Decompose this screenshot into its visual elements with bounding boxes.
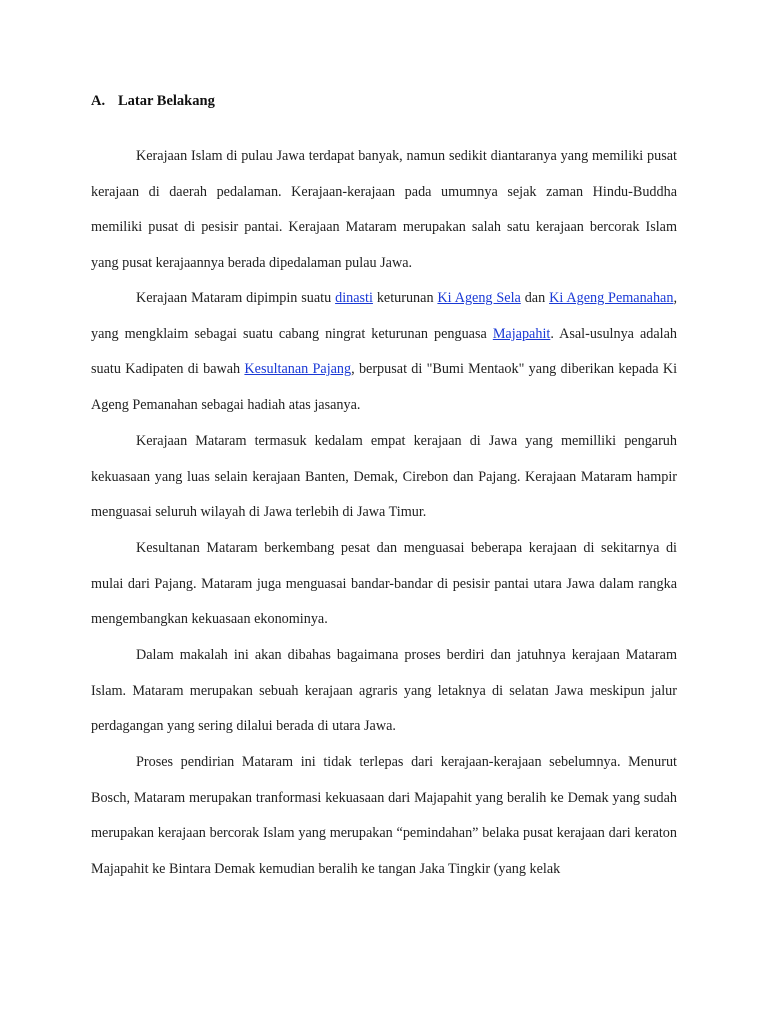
paragraph-2-text-4: , yang mengklaim sebagai suatu cabang ningrat keturunan penguasa [91, 290, 677, 342]
paragraph-2-text-1: Kerajaan Mataram dipimpin suatu [136, 290, 336, 306]
link-ki-ageng-sela[interactable]: Ki Ageng Sela [437, 290, 521, 306]
paragraph-2 [91, 281, 677, 424]
section-heading [91, 93, 215, 110]
paragraph-5: Dalam makalah ini akan dibahas bagaimana proses berdiri dan jatuhnya kerajaan Mataram Islam. Mataram merupakan sebuah kerajaan agraris yang letaknya di selatan Jawa meskipun jalur perdagangan yang sering dilalui berada di utara Jawa. [91, 647, 677, 735]
link-dinasti[interactable]: dinasti [335, 290, 373, 306]
link-kesultanan-pajang[interactable]: Kesultanan Pajang [244, 361, 352, 378]
paragraph-1: Kerajaan Islam di pulau Jawa terdapat banyak, namun sedikit diantaranya yang memiliki pusat kerajaan di daerah pedalaman. Kerajaan-kerajaan pada umumnya sejak zaman Hindu-Buddha memiliki pusat di pesisir pantai. Kerajaan Mataram merupakan salah satu kerajaan bercorak Islam yang pusat kerajaannya berada dipedalaman pulau Jawa. [91, 148, 677, 272]
paragraph-2-text-2: keturunan [372, 290, 438, 306]
section-title: Latar Belakang [118, 93, 215, 109]
paragraph-6: Proses pendirian Mataram ini tidak terlepas dari kerajaan-kerajaan sebelumnya. Menurut Bosch, Mataram merupakan tranformasi kekuasaan dari Majapahit yang beralih ke Demak yang sudah merupakan kerajaan bercorak Islam yang merupakan “pemindahan” belaka pusat kerajaan dari keraton Majapahit ke Bintara Demak kemudian beralih ke tangan Jaka Tingkir (yang kelak [91, 754, 677, 878]
link-majapahit[interactable]: Majapahit [492, 325, 551, 342]
section-number: A. [91, 93, 106, 109]
paragraph-2-text-5: . Asal-usulnya adalah suatu Kadipaten di bawah [91, 325, 677, 378]
link-ki-ageng-pemanahan[interactable]: Ki Ageng Pemanahan [549, 290, 674, 306]
paragraph-2-text-6: , berpusat di "Bumi Mentaok" yang diberikan kepada Ki Ageng Pemanahan sebagai hadiah atas jasanya. [91, 361, 678, 414]
paragraph-2-text-3: dan [520, 290, 550, 306]
paragraph-3: Kerajaan Mataram termasuk kedalam empat kerajaan di Jawa yang memilliki pengaruh kekuasaan yang luas selain kerajaan Banten, Demak, Cirebon dan Pajang. Kerajaan Mataram hampir menguasai seluruh wilayah di Jawa terlebih di Jawa Timur. [91, 433, 677, 521]
paragraph-4: Kesultanan Mataram berkembang pesat dan menguasai beberapa kerajaan di sekitarnya di mulai dari Pajang. Mataram juga menguasai bandar-bandar di pesisir pantai utara Jawa dalam rangka mengembangkan kekuasaan ekonominya. [91, 540, 677, 628]
